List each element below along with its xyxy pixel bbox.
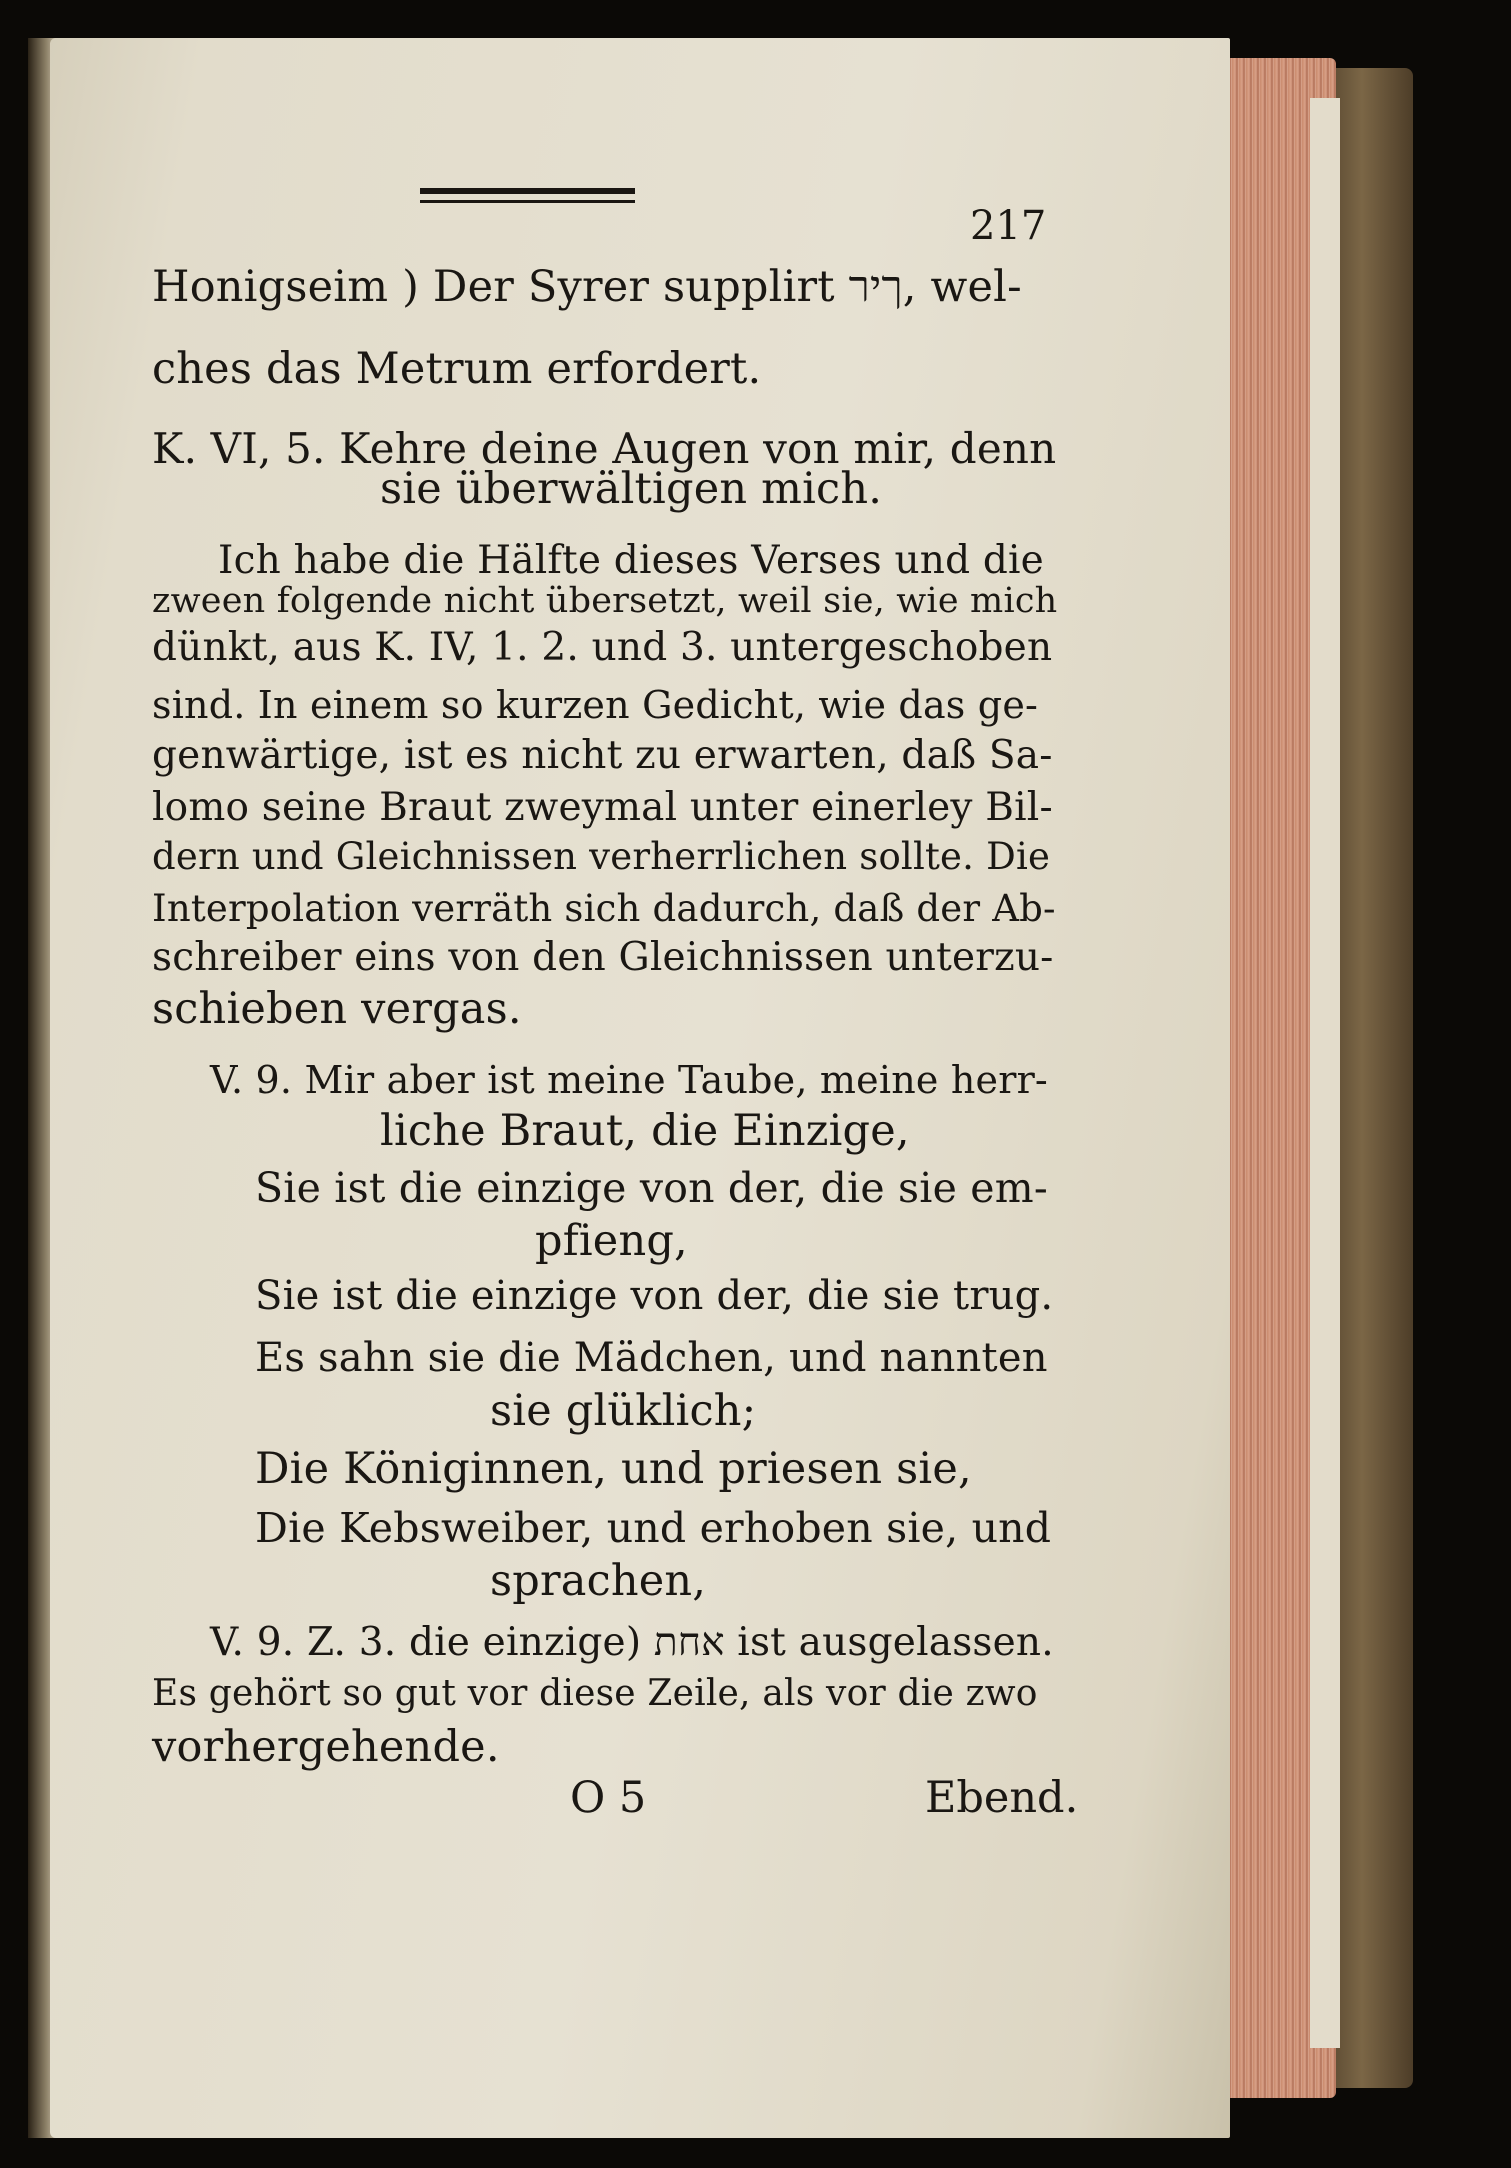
text-line: Die Königinnen, und priesen sie,	[255, 1444, 972, 1494]
text-line: Sie ist die einzige von der, die sie em-	[255, 1164, 1048, 1212]
text-line: Es gehört so gut vor diese Zeile, als vor die zwo	[152, 1673, 1038, 1714]
text-line: K. VI, 5. Kehre deine Augen von mir, denn	[152, 424, 1057, 473]
text-line: V. 9. Z. 3. die einzige) אחת ist ausgelassen.	[210, 1620, 1054, 1665]
header-rule-thin	[420, 200, 635, 203]
text-line: sind. In einem so kurzen Gedicht, wie das ge-	[152, 683, 1039, 727]
signature-mark: O 5	[570, 1773, 647, 1823]
text-line: Honigseim ) Der Syrer supplirt ךיר, wel-	[152, 262, 1022, 312]
book-cover-edge	[1328, 68, 1413, 2088]
text-line: sie glüklich;	[490, 1386, 757, 1436]
text-line: ches das Metrum erfordert.	[152, 344, 762, 394]
text-line: dünkt, aus K. IV, 1. 2. und 3. untergeschoben	[152, 625, 1053, 670]
text-line: Die Kebsweiber, und erhoben sie, und	[255, 1504, 1052, 1552]
text-line: zween folgende nicht übersetzt, weil sie, wie mich	[152, 581, 1058, 621]
text-line: lomo seine Braut zweymal unter einerley Bil-	[152, 785, 1053, 830]
page-number: 217	[970, 203, 1047, 249]
header-rule	[420, 188, 635, 194]
text-line: dern und Gleichnissen verherrlichen sollte. Die	[152, 835, 1051, 878]
text-line: Es sahn sie die Mädchen, und nannten	[255, 1335, 1048, 1381]
text-line: schreiber eins von den Gleichnissen unterzu-	[152, 935, 1054, 980]
text-line: sprachen,	[490, 1556, 707, 1606]
text-line: schieben vergas.	[152, 984, 522, 1034]
text-line: Ich habe die Hälfte dieses Verses und die	[218, 538, 1044, 583]
book-page	[50, 38, 1230, 2138]
text-line: Interpolation verräth sich dadurch, daß der Ab-	[152, 887, 1056, 930]
text-line: V. 9. Mir aber ist meine Taube, meine herr-	[210, 1058, 1048, 1102]
book-photo	[28, 38, 1448, 2138]
text-line: liche Braut, die Einzige,	[380, 1106, 910, 1156]
text-line: pfieng,	[535, 1216, 688, 1266]
text-line: Sie ist die einzige von der, die sie trug.	[255, 1273, 1054, 1319]
text-line: genwärtige, ist es nicht zu erwarten, daß Sa-	[152, 733, 1053, 778]
catchword: Ebend.	[925, 1773, 1079, 1823]
text-line: sie überwältigen mich.	[380, 464, 883, 514]
text-line: vorhergehende.	[152, 1722, 500, 1772]
inner-page-edge	[1310, 98, 1340, 2048]
